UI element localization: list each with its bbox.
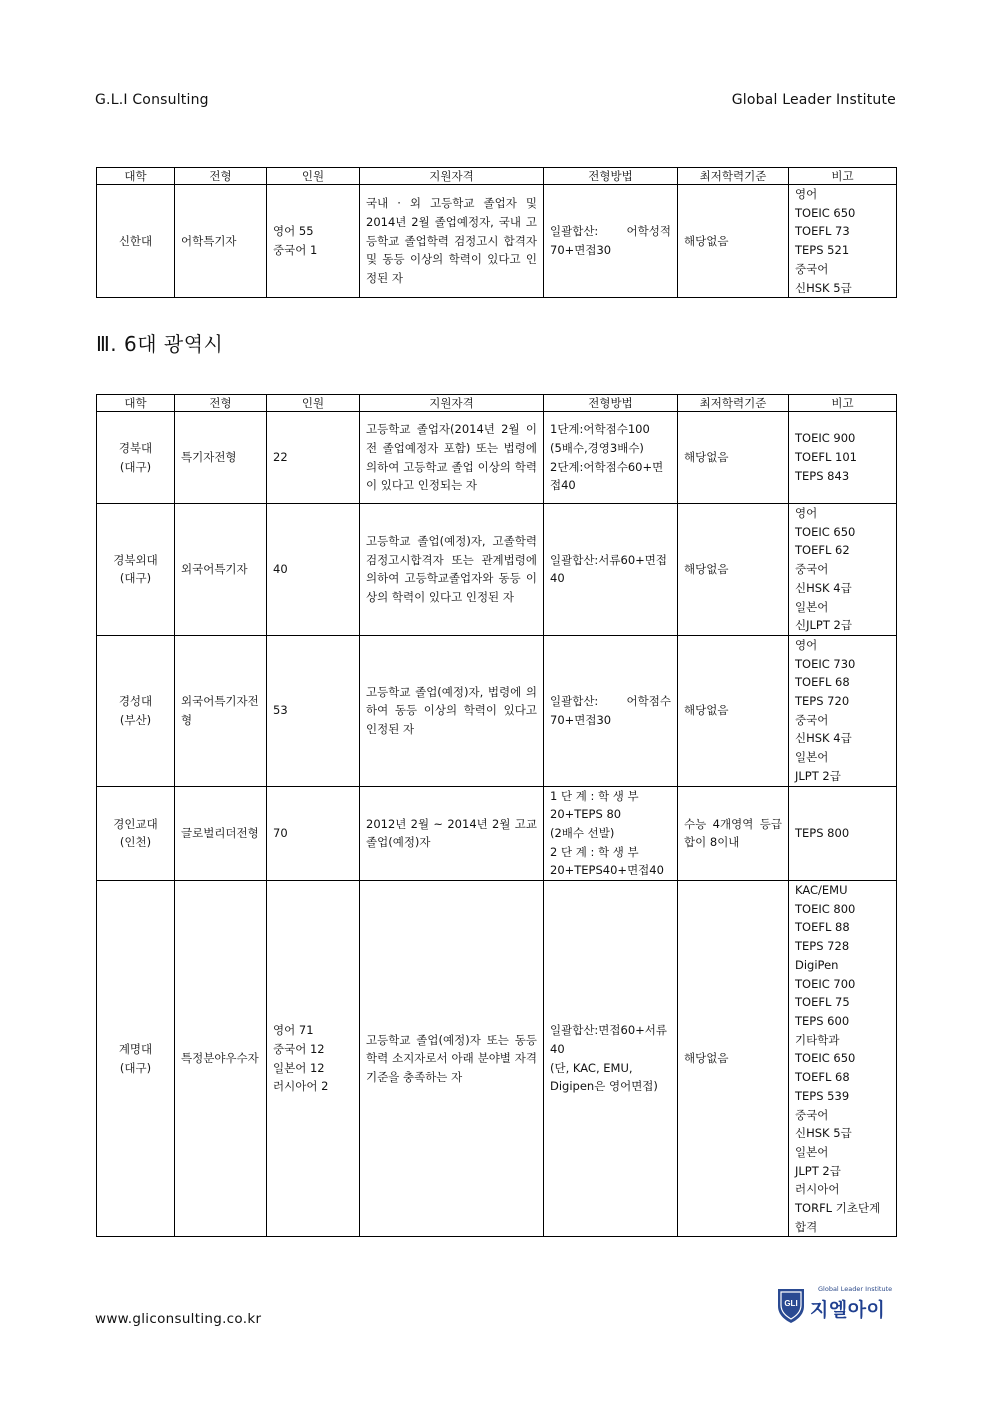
cell-min-requirement: 해당없음 [678,635,789,786]
cell-univ: 경북외대 (대구) [97,504,175,636]
table-row [97,504,897,636]
col-header-note: 비고 [789,168,897,185]
col-header-univ: 대학 [97,168,175,185]
cell-count: 영어 71 중국어 12 일본어 12 러시아어 2 [267,881,360,1237]
cell-type: 글로벌리더전형 [175,786,267,881]
table-header-row [97,395,897,412]
cell-method: 일괄합산: 어학점수 70+면접30 [544,635,678,786]
cell-method: 일괄합산: 어학성적 70+면접30 [544,185,678,298]
cell-method: 일괄합산:면접60+서류40 (단, KAC, EMU, Digipen은 영어면접) [544,881,678,1237]
cell-type: 특정분야우수자 [175,881,267,1237]
cell-qualification: 고등학교 졸업(예정)자 또는 동등 학력 소지자로서 아래 분야별 자격 기준을 충족하는 자 [360,881,544,1237]
cell-count: 22 [267,412,360,504]
cell-note: 영어 TOEIC 650 TOEFL 62 중국어 신HSK 4급 일본어 신JLPT 2급 [789,504,897,636]
cell-qualification: 고등학교 졸업자(2014년 2월 이전 졸업예정자 포함) 또는 법령에 의하여 고등학교 졸업 이상의 학력이 있다고 인정되는 자 [360,412,544,504]
section-title: Ⅲ. 6대 광역시 [96,332,224,356]
col-header-qualification: 지원자격 [360,395,544,412]
cell-method: 1 단 계 : 학 생 부 20+TEPS 80 (2배수 선발) 2 단 계 : 학 생 부 20+TEPS40+면접40 [544,786,678,881]
col-header-min-requirement: 최저학력기준 [678,168,789,185]
cell-note: 영어 TOEIC 730 TOEFL 68 TEPS 720 중국어 신HSK 4급 일본어 JLPT 2급 [789,635,897,786]
cell-type: 외국어특기자 [175,504,267,636]
col-header-univ: 대학 [97,395,175,412]
shield-icon [776,1286,806,1324]
header-company-name: G.L.I Consulting [95,92,209,108]
col-header-type: 전형 [175,395,267,412]
cell-min-requirement: 해당없음 [678,881,789,1237]
logo-wordmark: 지엘아이 [810,1299,886,1321]
table-row [97,412,897,504]
cell-count: 영어 55 중국어 1 [267,185,360,298]
cell-univ: 계명대 (대구) [97,881,175,1237]
cell-count: 40 [267,504,360,636]
cell-univ: 신한대 [97,185,175,298]
cell-min-requirement: 해당없음 [678,504,789,636]
col-header-qualification: 지원자격 [360,168,544,185]
table-row [97,786,897,881]
logo-tagline: Global Leader Institute [818,1285,893,1293]
col-header-type: 전형 [175,168,267,185]
col-header-method: 전형방법 [544,395,678,412]
cell-type: 외국어특기자전형 [175,635,267,786]
table-header-row [97,168,897,185]
cell-min-requirement: 해당없음 [678,185,789,298]
cell-note: TOEIC 900 TOEFL 101 TEPS 843 [789,412,897,504]
cell-min-requirement: 해당없음 [678,412,789,504]
cell-note: 영어 TOEIC 650 TOEFL 73 TEPS 521 중국어 신HSK 5급 [789,185,897,298]
cell-type: 어학특기자 [175,185,267,298]
table-row [97,635,897,786]
cell-qualification: 2012년 2월 ~ 2014년 2월 고교졸업(예정)자 [360,786,544,881]
cell-method: 일괄합산:서류60+면접40 [544,504,678,636]
company-logo [776,1285,896,1325]
cell-count: 53 [267,635,360,786]
cell-univ: 경북대 (대구) [97,412,175,504]
col-header-method: 전형방법 [544,168,678,185]
cell-univ: 경성대 (부산) [97,635,175,786]
cell-type: 특기자전형 [175,412,267,504]
cell-note: KAC/EMU TOEIC 800 TOEFL 88 TEPS 728 DigiPen TOEIC 700 TOEFL 75 TEPS 600 기타학과 TOEIC 650 TOEFL 68 TEPS 539 중국어 신HSK 5급 일본어 JLPT 2급 러시아어 TORFL 기초단계 합격 [789,881,897,1237]
col-header-min-requirement: 최저학력기준 [678,395,789,412]
col-header-note: 비고 [789,395,897,412]
logo-badge-text: GLI [784,1299,798,1308]
cell-count: 70 [267,786,360,881]
cell-univ: 경인교대 (인천) [97,786,175,881]
table-shinhan [96,167,897,298]
table-row [97,881,897,1237]
cell-note: TEPS 800 [789,786,897,881]
header-institute-name: Global Leader Institute [731,92,896,108]
col-header-count: 인원 [267,168,360,185]
footer-website-url: www.gliconsulting.co.kr [95,1311,262,1327]
cell-qualification: 고등학교 졸업(예정)자, 법령에 의하여 동등 이상의 학력이 있다고 인정된 자 [360,635,544,786]
cell-qualification: 국내 · 외 고등학교 졸업자 및 2014년 2월 졸업예정자, 국내 고등학교 졸업학력 검정고시 합격자 및 동등 이상의 학력이 있다고 인정된 자 [360,185,544,298]
col-header-count: 인원 [267,395,360,412]
table-metropolitan [96,394,897,1237]
cell-min-requirement: 수능 4개영역 등급합이 8이내 [678,786,789,881]
cell-method: 1단계:어학점수100 (5배수,경영3배수) 2단계:어학점수60+면접40 [544,412,678,504]
cell-qualification: 고등학교 졸업(예정)자, 고졸학력 검정고시합격자 또는 관계법령에 의하여 고등학교졸업자와 동등 이상의 학력이 있다고 인정된 자 [360,504,544,636]
table-row [97,185,897,298]
